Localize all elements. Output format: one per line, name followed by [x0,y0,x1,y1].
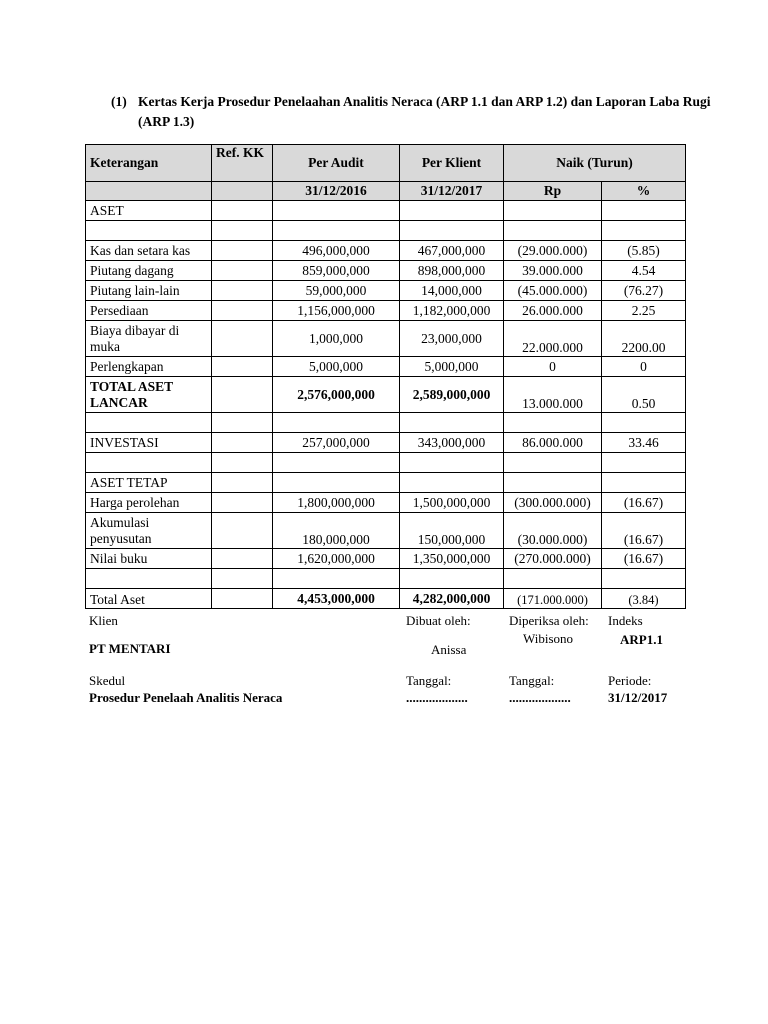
diperiksa-label: Diperiksa oleh: [509,613,589,628]
table-row [86,261,686,281]
rp-cell: 26.000.000 [504,301,602,321]
tanggal-label-2: Tanggal: [509,673,555,688]
col-ref: Ref. KK [212,145,273,182]
indeks-label: Indeks [608,613,643,628]
per-klient-cell: 150,000,000 [400,513,504,549]
table-row [86,357,686,377]
per-klient-cell: 1,500,000,000 [400,493,504,513]
row-label: TOTAL ASET LANCAR [86,377,212,413]
per-audit-cell: 257,000,000 [273,433,400,453]
table-row [86,241,686,261]
per-audit-cell: 496,000,000 [273,241,400,261]
col-per-audit: Per Audit [273,145,400,182]
per-audit-cell: 1,000,000 [273,321,400,357]
table-row [86,589,686,609]
header-row [86,145,686,182]
per-audit-cell: 59,000,000 [273,281,400,301]
tanggal-label-1: Tanggal: [406,673,452,688]
per-klient-cell: 898,000,000 [400,261,504,281]
per-audit-cell: 180,000,000 [273,513,400,549]
rp-cell: (270.000.000) [504,549,602,569]
heading-number: (1) [111,94,127,109]
rp-cell: (171.000.000) [504,589,602,609]
table-row [86,513,686,549]
rp-cell: 22.000.000 [504,321,602,357]
per-audit-cell: 1,156,000,000 [273,301,400,321]
per-audit-cell: 4,453,000,000 [273,589,400,609]
rp-cell: (300.000.000) [504,493,602,513]
per-audit-cell: 1,800,000,000 [273,493,400,513]
klien-label: Klien [89,613,118,628]
pct-cell: 33.46 [602,433,686,453]
per-klient-cell: 1,350,000,000 [400,549,504,569]
indeks-value: ARP1.1 [620,632,663,647]
date-audit: 31/12/2016 [273,182,400,201]
row-label: Harga perolehan [86,493,212,513]
per-klient-cell: 23,000,000 [400,321,504,357]
pct-cell: (16.67) [602,513,686,549]
rp-cell: (45.000.000) [504,281,602,301]
rp-cell: (29.000.000) [504,241,602,261]
table-row [86,493,686,513]
table-row [86,301,686,321]
pct-cell: (3.84) [602,589,686,609]
rp-cell: 86.000.000 [504,433,602,453]
row-label: Akumulasi penyusutan [86,513,212,549]
per-klient-cell: 1,182,000,000 [400,301,504,321]
subheader-row [86,182,686,201]
table-row [86,433,686,453]
col-rp: Rp [504,182,602,201]
pct-cell: 0 [602,357,686,377]
table-row [86,321,686,357]
table-row [86,281,686,301]
per-klient-cell: 14,000,000 [400,281,504,301]
diperiksa-value: Wibisono [523,631,574,646]
table-row [86,201,686,221]
spacer-row [86,569,686,589]
table-row [86,377,686,413]
row-label: Persediaan [86,301,212,321]
col-naik-turun: Naik (Turun) [504,145,686,182]
empty-cell [212,182,273,201]
rp-cell: 13.000.000 [504,377,602,413]
pct-cell: (16.67) [602,493,686,513]
spacer-row [86,453,686,473]
pct-cell: (76.27) [602,281,686,301]
per-klient-cell: 467,000,000 [400,241,504,261]
date-klient: 31/12/2017 [400,182,504,201]
pct-cell: 0.50 [602,377,686,413]
row-label: Nilai buku [86,549,212,569]
rp-cell: 0 [504,357,602,377]
row-label: Piutang lain-lain [86,281,212,301]
per-audit-cell: 2,576,000,000 [273,377,400,413]
row-label: Perlengkapan [86,357,212,377]
klien-value: PT MENTARI [89,641,171,656]
per-audit-cell: 859,000,000 [273,261,400,281]
per-audit-cell: 1,620,000,000 [273,549,400,569]
col-per-klient: Per Klient [400,145,504,182]
row-label: Piutang dagang [86,261,212,281]
section-label: ASET TETAP [86,473,212,493]
per-klient-cell: 2,589,000,000 [400,377,504,413]
dibuat-value: Anissa [431,642,467,657]
per-audit-cell: 5,000,000 [273,357,400,377]
row-label: Kas dan setara kas [86,241,212,261]
section-label: ASET [86,201,212,221]
per-klient-cell: 343,000,000 [400,433,504,453]
table-row [86,473,686,493]
row-label: Total Aset [86,589,212,609]
per-klient-cell: 4,282,000,000 [400,589,504,609]
heading-text: Kertas Kerja Prosedur Penelaahan Analitis Neraca (ARP 1.1 dan ARP 1.2) dan Laporan Laba Rugi (ARP 1.3) [138,94,711,129]
empty-cell [86,182,212,201]
table-row [86,549,686,569]
tanggal-value-2: ................... [509,690,571,705]
col-pct: % [602,182,686,201]
worksheet-table [85,144,686,609]
spacer-row [86,221,686,241]
skedul-label: Skedul [89,673,126,688]
spacer-row [86,413,686,433]
row-label: Biaya dibayar di muka [86,321,212,357]
pct-cell: (5.85) [602,241,686,261]
page-heading [111,92,711,132]
pct-cell: 4.54 [602,261,686,281]
pct-cell: 2200.00 [602,321,686,357]
tanggal-value-1: ................... [406,690,468,705]
rp-cell: (30.000.000) [504,513,602,549]
dibuat-label: Dibuat oleh: [406,613,471,628]
periode-value: 31/12/2017 [608,690,668,705]
per-klient-cell: 5,000,000 [400,357,504,377]
pct-cell: 2.25 [602,301,686,321]
col-keterangan: Keterangan [86,145,212,182]
row-label: INVESTASI [86,433,212,453]
pct-cell: (16.67) [602,549,686,569]
rp-cell: 39.000.000 [504,261,602,281]
periode-label: Periode: [608,673,652,688]
skedul-value: Prosedur Penelaah Analitis Neraca [89,690,283,705]
